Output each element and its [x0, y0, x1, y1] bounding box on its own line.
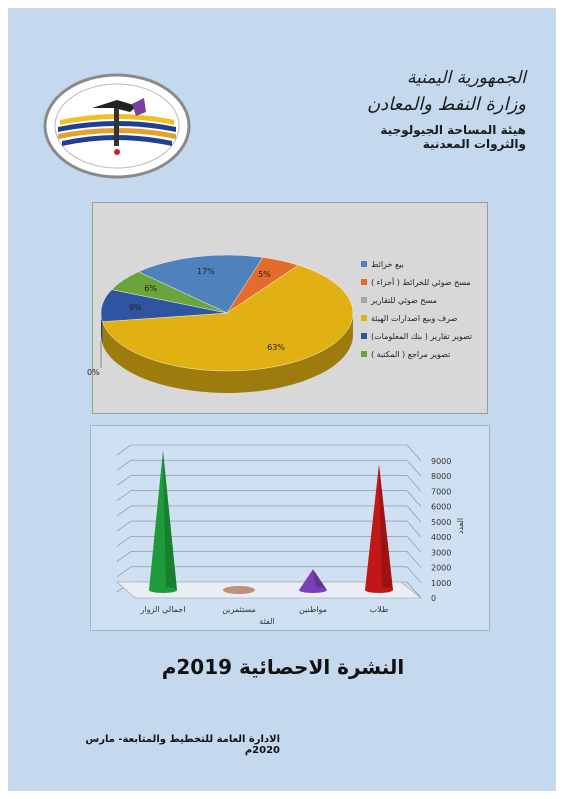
page-title: النشرة الاحصائية 2019م	[161, 655, 405, 679]
y-tick-label: 9000	[431, 457, 452, 466]
cone-chart	[90, 425, 490, 631]
x-tick-label: مستثمرين	[222, 605, 256, 614]
legend-swatch	[361, 279, 367, 285]
cone-base	[149, 587, 177, 593]
legend-item	[361, 345, 483, 363]
y-tick-label: 8000	[431, 472, 452, 482]
y-tick-label: 6000	[431, 502, 452, 512]
legend-label: بيع خرائط	[371, 259, 404, 269]
y-tick-label: 5000	[431, 517, 452, 527]
cone-base	[299, 587, 327, 593]
legend-label: تصوير تقارير ( بنك المعلومات)	[371, 331, 473, 341]
legend-swatch	[361, 333, 367, 339]
pie-chart	[87, 202, 488, 414]
y-tick-label: 3000	[431, 548, 452, 558]
legend-item	[361, 309, 483, 327]
cone-plot	[91, 426, 489, 630]
header-country: الجمهورية اليمنية	[406, 68, 526, 88]
grid-line	[407, 491, 421, 507]
grid-line	[117, 552, 131, 562]
header-authority: هيئة المساحة الجيولوجية والثروات المعدنية	[380, 123, 526, 151]
grid-line	[407, 460, 421, 476]
grid-line	[117, 445, 131, 455]
legend-item	[361, 291, 483, 309]
pie-data-label: 6%	[144, 284, 157, 294]
legend-item	[361, 327, 483, 345]
grid-line	[407, 552, 421, 568]
legend-swatch	[361, 351, 367, 357]
pie-legend	[361, 255, 483, 363]
y-tick-label: 1000	[431, 578, 452, 588]
grid-line	[407, 536, 421, 552]
grid-line	[407, 475, 421, 491]
grid-line	[407, 567, 421, 583]
pie-data-label: 9%	[129, 302, 142, 312]
y-axis-title: العدد	[456, 517, 465, 535]
organization-logo	[42, 72, 192, 180]
x-tick-label: مواطنين	[299, 605, 327, 614]
grid-line	[117, 567, 131, 577]
grid-line	[407, 506, 421, 522]
grid-line	[407, 445, 421, 461]
x-axis-title: الفئة	[259, 617, 275, 626]
header-ministry: وزارة النفط والمعادن	[366, 94, 526, 115]
legend-label: مسح ضوئي للخرائط ( أجزاء )	[371, 277, 471, 287]
grid-line	[117, 460, 131, 470]
legend-swatch	[361, 315, 367, 321]
y-tick-label: 4000	[431, 533, 452, 543]
x-tick-label: طلاب	[369, 605, 389, 614]
grid-line	[117, 475, 131, 485]
grid-line	[407, 521, 421, 537]
y-tick-label: 0	[431, 594, 437, 603]
legend-item	[361, 273, 483, 291]
grid-line	[117, 521, 131, 531]
pie-data-label: 5%	[258, 270, 271, 280]
footer-text: الادارة العامة للتخطيط والمتابعة- مارس 2020م	[85, 734, 280, 756]
cone-base	[365, 587, 393, 593]
legend-label: مسح ضوئي للتقارير	[371, 295, 437, 305]
grid-line	[117, 491, 131, 501]
pie-data-label: 63%	[267, 343, 285, 353]
y-tick-label: 2000	[431, 563, 452, 573]
legend-swatch	[361, 297, 367, 303]
cone-base	[223, 586, 255, 594]
y-tick-label: 7000	[431, 487, 452, 497]
pie-data-label: 17%	[196, 267, 215, 277]
x-tick-label: اجمالي الزوار	[140, 605, 186, 614]
legend-item	[361, 255, 483, 273]
grid-line	[117, 536, 131, 546]
legend-label: صرف وبيع اصدارات الهيئة	[371, 313, 458, 323]
legend-swatch	[361, 261, 367, 267]
pie-data-label: 0%	[87, 368, 100, 377]
grid-line	[117, 506, 131, 516]
legend-label: تصوير مراجع ( المكتبة )	[371, 349, 451, 359]
